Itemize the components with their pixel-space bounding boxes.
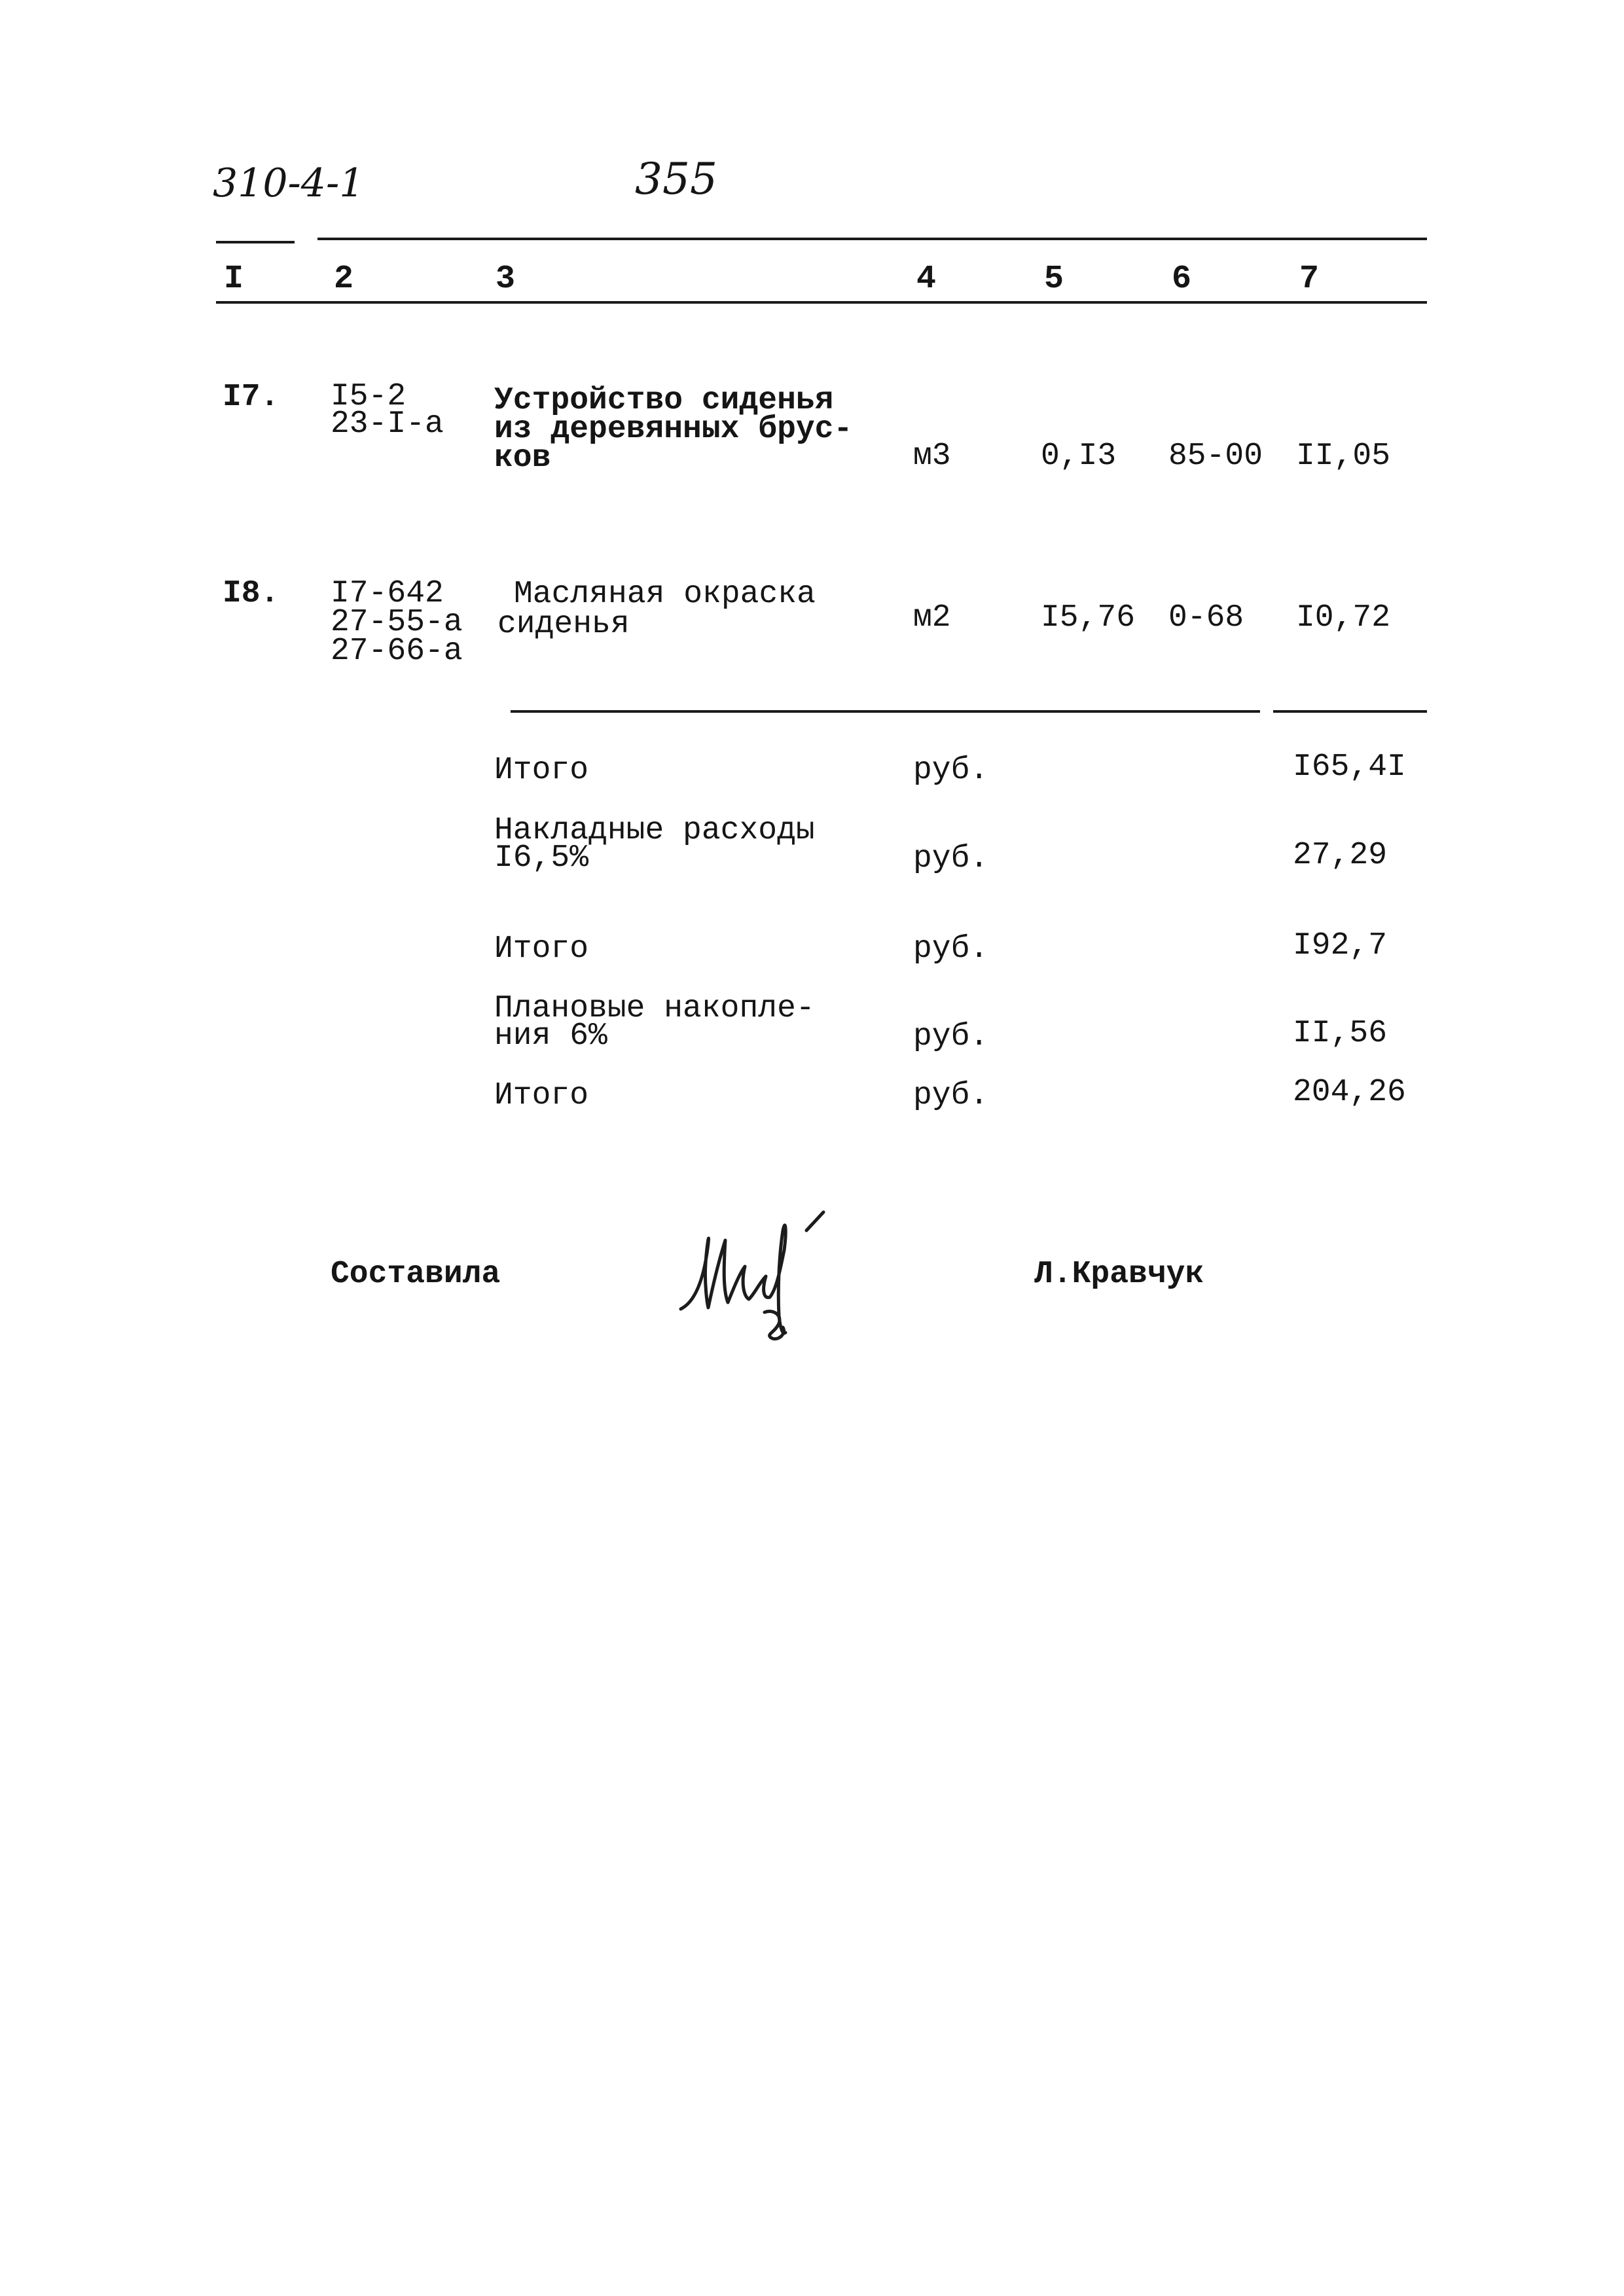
header-rule-bottom <box>216 301 1427 304</box>
column-header-6: 6 <box>1172 260 1192 298</box>
compiler-name: Л.Кравчук <box>1034 1257 1204 1292</box>
compiled-by-label: Составила <box>331 1257 501 1292</box>
total-cost: I0,72 <box>1296 600 1391 636</box>
summary-label-line: I6,5% <box>494 840 589 876</box>
row-number: I7. <box>223 380 280 415</box>
summary-label: Итого <box>494 931 589 967</box>
summary-unit: руб. <box>913 1019 989 1054</box>
summary-total: I92,7 <box>1293 928 1388 963</box>
summary-label <box>494 991 815 1054</box>
summary-total: II,56 <box>1293 1016 1388 1051</box>
header-rule-top <box>317 238 1427 240</box>
norm-codes <box>331 576 463 669</box>
quantity: I5,76 <box>1041 600 1136 636</box>
quantity: 0,I3 <box>1041 439 1117 474</box>
column-header-1: I <box>224 260 244 298</box>
row-number: I8. <box>223 576 280 611</box>
description-line: сиденья <box>497 607 630 642</box>
description-line: Масляная окраска <box>514 577 816 612</box>
column-header-3: 3 <box>496 260 516 298</box>
summary-label-line: Накладные расходы <box>494 813 815 848</box>
summary-unit: руб. <box>913 1078 989 1113</box>
summary-label <box>494 813 815 876</box>
summary-total: 27,29 <box>1293 838 1388 873</box>
unit-price: 0-68 <box>1168 600 1244 636</box>
column-header-7: 7 <box>1299 260 1320 298</box>
summary-total: I65,4I <box>1293 749 1406 785</box>
summary-label: Итого <box>494 1078 589 1113</box>
work-description <box>497 577 816 642</box>
norm-code: I5-2 <box>331 379 406 414</box>
summary-total: 204,26 <box>1293 1075 1406 1110</box>
subtotal-rule-left <box>511 710 1260 713</box>
column-header-4: 4 <box>916 260 937 298</box>
header-rule-short <box>216 241 295 243</box>
summary-unit: руб. <box>913 753 989 788</box>
norm-code: 23-I-a <box>331 406 444 442</box>
summary-unit: руб. <box>913 931 989 967</box>
norm-code: 27-55-a <box>331 605 463 640</box>
document-code: 310-4-1 <box>213 160 365 206</box>
total-cost: II,05 <box>1296 439 1391 474</box>
unit-price: 85-00 <box>1168 439 1263 474</box>
summary-unit: руб. <box>913 841 989 876</box>
description-line: Устройство сиденья <box>494 383 834 418</box>
page-number: 355 <box>635 154 717 204</box>
summary-label-line: ния 6% <box>494 1018 607 1054</box>
column-header-5: 5 <box>1044 260 1064 298</box>
norm-code: 27-66-a <box>331 634 463 669</box>
summary-label: Итого <box>494 753 589 788</box>
description-line: из деревянных брус- <box>494 412 853 447</box>
norm-codes <box>331 379 444 442</box>
unit: м2 <box>913 600 951 636</box>
subtotal-rule-right <box>1273 710 1427 713</box>
work-description <box>494 383 853 476</box>
unit: м3 <box>913 439 951 474</box>
column-header-2: 2 <box>334 260 354 298</box>
description-line: ков <box>494 440 551 476</box>
norm-code: I7-642 <box>331 576 444 611</box>
summary-label-line: Плановые накопле- <box>494 991 815 1026</box>
signature-image <box>668 1204 864 1348</box>
